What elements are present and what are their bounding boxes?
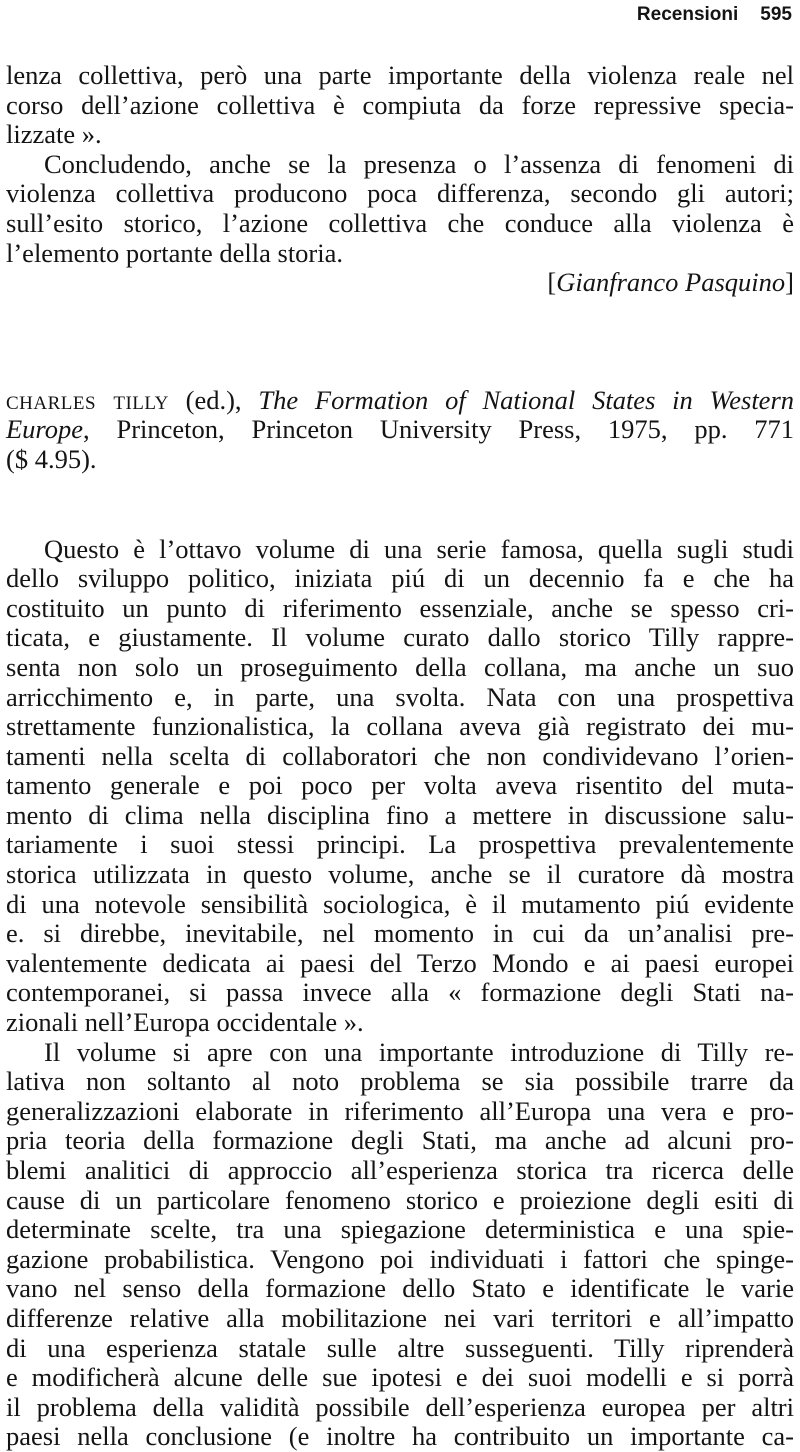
text-line: arricchimento e, in parte, una svolta. Nata con una prospettiva [6,681,794,712]
book-author: charles tilly [6,384,169,415]
book-title-cont: Europe [6,414,84,445]
review-1 [6,61,794,298]
text-line: tariamente i suoi stessi principi. La prospettiva prevalentemente [6,829,794,860]
text-line: paesi nella conclusione (e inoltre ha contribuito un importante ca- [6,1421,794,1452]
review-2 [6,386,794,1452]
text-line: senta non solo un proseguimento della collana, ma anche un suo [6,651,794,682]
text-line: mento di clima nella disciplina fino a mettere in discussione salu- [6,799,794,830]
text-line: pria teoria della formazione degli Stati, ma anche ad alcuni pro- [6,1125,794,1156]
text-line: sull’esito storico, l’azione collettiva che conduce alla violenza è [6,207,794,238]
text-line: determinate scelte, tra una spiegazione deterministica e una spie- [6,1214,794,1245]
book-publisher: , Princeton, Princeton University Press, 1975, pp. 771 [83,414,794,445]
text-line: Concludendo, anche se la presenza o l’assenza di fenomeni di [44,148,794,179]
text-line: e modificherà alcune delle sue ipotesi e dei suoi modelli e si porrà [6,1362,794,1393]
text-line: violenza collettiva producono poca differenza, secondo gli autori; [6,178,794,209]
book-role: (ed.), [168,384,259,415]
paragraph [6,1038,794,1452]
text-line: lizzate ». [6,119,102,150]
text-line: zionali nell’Europa occidentale ». [6,1007,364,1038]
text-line: generalizzazioni elaborate in riferimento all’Europa una vera e pro- [6,1095,794,1126]
reviewer-name: Gianfranco Pasquino [556,267,786,298]
text-line: lativa non soltanto al noto problema se sia possibile trarre da [6,1066,794,1097]
text-line: cause di un particolare fenomeno storico e proiezione degli esiti di [6,1184,794,1215]
text-line: differenze relative alla mobilitazione nei vari territori e all’impatto [6,1302,794,1333]
text-line: strettamente funzionalistica, la collana aveva già registrato dei mu- [6,711,794,742]
text-line: valentemente dedicata ai paesi del Terzo Mondo e ai paesi europei [6,947,794,978]
text-line: lenza collettiva, però una parte importante della violenza reale nel [6,60,794,90]
text-line: tamenti nella scelta di collaboratori che non condividevano l’orien- [6,740,794,771]
text-line: corso dell’azione collettiva è compiuta da forze repressive specia- [6,89,794,120]
text-line: dello sviluppo politico, iniziata piú di un decennio fa e che ha [6,563,794,594]
text-line: Questo è l’ottavo volume di una serie famosa, quella sugli studi [44,533,794,564]
text-line: l’elemento portante della storia. [6,237,344,268]
book-price: ($ 4.95). [6,443,97,474]
text-line: tamento generale e poi poco per volta aveva risentito del muta- [6,770,794,801]
running-head [637,0,792,30]
text-line: blemi analitici di approccio all’esperienza storica tra ricerca delle [6,1155,794,1185]
text-line: di una esperienza statale sulle altre susseguenti. Tilly riprenderà [6,1332,794,1363]
text-line: Il volume si apre con una importante introduzione di Tilly re- [44,1036,794,1067]
paragraph [6,150,794,268]
page-number: 595 [760,4,792,25]
reviewer-signature: [Gianfranco Pasquino] [547,267,794,298]
paragraph [6,61,794,150]
paragraph [6,535,794,1038]
text-line: ticata, e giustamente. Il volume curato dallo storico Tilly rappre- [6,622,794,653]
text-line: contemporanei, si passa invece alla « formazione degli Stati na- [6,977,794,1008]
book-citation [6,386,794,475]
text-line: e. si direbbe, inevitabile, nel momento in cui da un’analisi pre- [6,918,794,949]
text-line: costituito un punto di riferimento essenziale, anche se spesso cri- [6,592,794,623]
text-line: vano nel senso della formazione dello Stato e identificate le varie [6,1273,794,1304]
text-line: il problema della validità possibile dell’esperienza europea per altri [6,1391,794,1422]
text-line: gazione probabilistica. Vengono poi individuati i fattori che spinge- [6,1243,794,1274]
page-body [6,61,794,1452]
text-line: storica utilizzata in questo volume, anche se il curatore dà mostra [6,859,794,890]
book-title: The Formation of National States in Western [258,384,795,415]
text-line: di una notevole sensibilità sociologica, è il mutamento piú evidente [6,888,794,919]
section-title: Recensioni [636,4,739,25]
